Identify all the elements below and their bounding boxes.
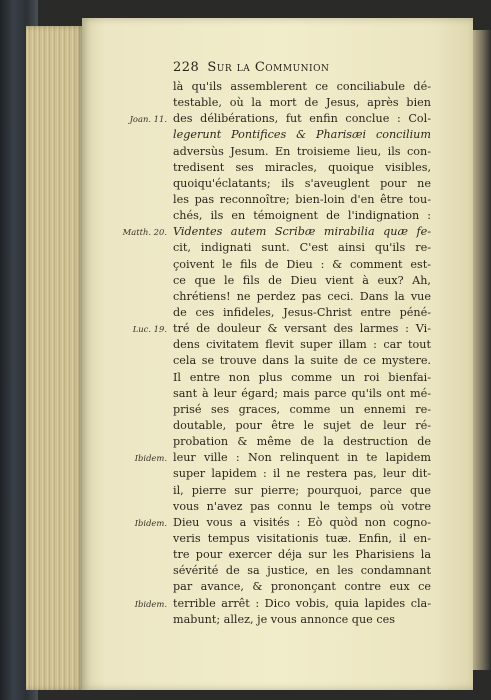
margin-reference: Ibidem. (134, 517, 167, 528)
running-title: Sur la Communion (207, 60, 330, 75)
text-line (173, 95, 431, 111)
text-line-content: adversùs Jesum. En troisieme lieu, ils con- (173, 144, 431, 158)
text-line (122, 224, 431, 240)
page-number: 228 (173, 60, 200, 75)
margin-reference: Ibidem. (134, 598, 167, 609)
text-line (173, 563, 431, 579)
text-line (173, 273, 431, 289)
text-line (173, 127, 431, 143)
text-line (173, 144, 431, 160)
text-line (173, 257, 431, 273)
margin-reference: Ibidem. (134, 453, 167, 464)
text-line-content: chrétiens! ne perdez pas ceci. Dans la vue (173, 289, 431, 303)
text-line (134, 515, 431, 531)
text-line-content: terrible arrêt : Dico vobis, quia lapides cla- (173, 596, 431, 610)
text-line-content: ce que le fils de Dieu vient à eux? Ah, (173, 273, 431, 287)
text-line-content: doutable, pour être le sujet de leur ré- (173, 418, 431, 432)
margin-reference: Joan. 11. (129, 114, 167, 125)
text-line-content: tredisent ses miracles, quoique visibles, (173, 160, 431, 174)
text-line-content: quoiqu'éclatants; ils s'aveuglent pour ne (173, 176, 431, 190)
facing-page-edge (473, 30, 491, 670)
text-line (173, 305, 431, 321)
text-line-content: sant à leur égard; mais parce qu'ils ont mé- (173, 386, 431, 400)
text-line (129, 111, 431, 127)
text-line-content: de ces infideles, Jesus-Christ entre péné- (173, 305, 431, 319)
text-line (132, 321, 431, 337)
margin-reference: Matth. 20. (122, 227, 167, 238)
text-line-content: veris tempus visitationis tuæ. Enfin, il en- (173, 531, 431, 545)
text-line-content: çoivent le fils de Dieu : & comment est- (173, 257, 431, 271)
text-line (173, 370, 431, 386)
text-line-content: Il entre non plus comme un roi bienfai- (173, 370, 431, 384)
text-line-content: cit, indignati sunt. C'est ainsi qu'ils re- (173, 241, 431, 255)
text-line-content: là qu'ils assemblerent ce conciliabule dé- (173, 80, 431, 93)
text-line (173, 192, 431, 208)
text-line (173, 547, 431, 563)
text-line (173, 402, 431, 418)
text-line-content: des délibérations, fut enfin conclue : Col- (173, 112, 431, 126)
text-line (173, 79, 431, 95)
text-line-content: tré de douleur & versant des larmes : Vi- (173, 322, 431, 336)
text-line (134, 450, 431, 466)
text-line (173, 434, 431, 450)
text-line-content: les pas reconnoître; bien-loin d'en être tou- (173, 192, 431, 206)
text-line (173, 499, 431, 515)
text-line (173, 160, 431, 176)
text-line-content: testable, où la mort de Jesus, après bien (173, 96, 431, 110)
text-line-content: chés, ils en témoignent de l'indignation : (173, 209, 431, 223)
body-text (122, 79, 431, 628)
text-line-content: sévérité de sa justice, en les condamnant (173, 564, 431, 578)
text-line-content: Dieu vous a visités : Eò quòd non cogno- (173, 515, 431, 529)
text-line-content: il, pierre sur pierre; pourquoi, parce que (173, 483, 431, 497)
text-line-content: tre pour exercer déja sur les Pharisiens la (173, 548, 431, 562)
text-line-content: vous n'avez pas connu le temps où votre (173, 499, 431, 513)
text-line (173, 612, 431, 628)
text-line-content: probation & même de la destruction de (173, 435, 431, 449)
text-line (173, 418, 431, 434)
text-line-content: prisé ses graces, comme un ennemi re- (173, 402, 431, 416)
text-line-content: Videntes autem Scribæ mirabilia quæ fe- (173, 225, 431, 239)
text-line (173, 466, 431, 482)
page-edges (26, 26, 84, 690)
margin-reference: Luc. 19. (132, 324, 167, 335)
text-line (173, 579, 431, 595)
text-line (173, 386, 431, 402)
text-line-content: leur ville : Non relinquent in te lapidem (173, 451, 431, 465)
text-line (173, 337, 431, 353)
text-line-content: dens civitatem flevit super illam : car tout (173, 338, 431, 352)
text-line (173, 176, 431, 192)
text-line-content: legerunt Pontifices & Pharisæi concilium (173, 128, 431, 142)
text-line-content: super lapidem : il ne restera pas, leur dit- (173, 467, 431, 481)
text-line-content: mabunt; allez, je vous annonce que ces (173, 612, 395, 626)
page-header (173, 60, 403, 75)
text-line (173, 483, 431, 499)
text-line-content: par avance, & prononçant contre eux ce (173, 580, 431, 594)
text-line-content: cela se trouve dans la suite de ce mystere. (173, 354, 431, 368)
text-line (173, 289, 431, 305)
text-line (134, 596, 431, 612)
text-line (173, 240, 431, 256)
text-line (173, 208, 431, 224)
text-line (173, 531, 431, 547)
text-line (173, 353, 431, 369)
